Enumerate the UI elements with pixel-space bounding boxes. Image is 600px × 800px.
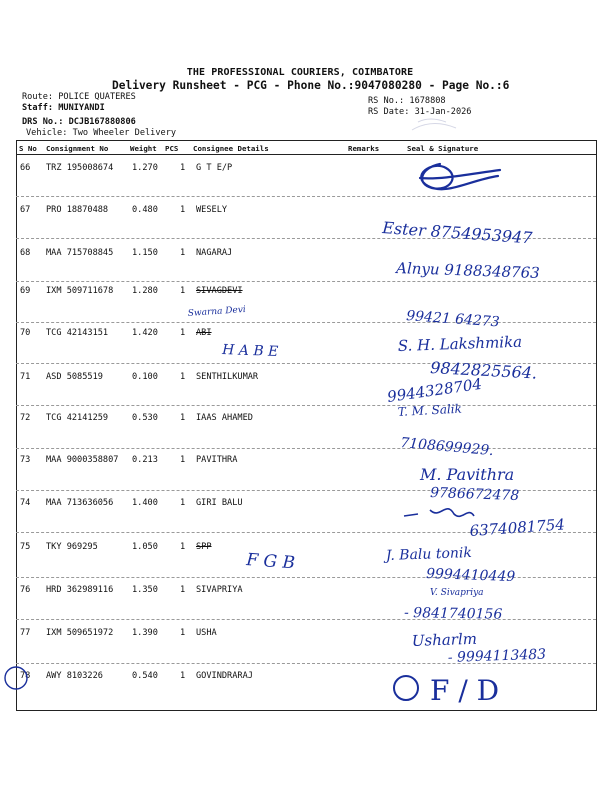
row-pcs: 1: [180, 286, 186, 296]
row-weight: 1.150: [132, 248, 158, 258]
row-sno: 68: [20, 248, 31, 258]
row-sno: 77: [20, 628, 31, 638]
row-consignee: SPP: [196, 542, 212, 552]
row-pcs: 1: [180, 413, 186, 423]
handwritten-text: 6374081754: [469, 515, 566, 540]
row-weight: 1.280: [132, 286, 158, 296]
col-weight: Weight: [130, 144, 157, 153]
row-sno: 69: [20, 286, 31, 296]
handwritten-text: Alnyu 9188348763: [395, 259, 541, 283]
table-row: [16, 279, 596, 321]
col-sno: S No: [19, 144, 37, 153]
row-consignee: USHA: [196, 628, 217, 638]
row-divider: [16, 619, 596, 620]
row-consignee: SIVAGDEVI: [196, 286, 243, 296]
row-sno: 78: [20, 671, 31, 681]
row-consignment: TCG 42143151: [46, 328, 109, 338]
row-sno: 71: [20, 372, 31, 382]
handwritten-text: 9842825564.: [429, 358, 538, 383]
row-consignee: WESELY: [196, 205, 228, 215]
row-consignee: GOVINDRARAJ: [196, 671, 253, 681]
row-pcs: 1: [180, 163, 186, 173]
table-row: [16, 198, 596, 240]
handwritten-text: F / D: [430, 674, 500, 707]
handwritten-text: - 9994113483: [447, 646, 547, 666]
handwritten-text: J. Balu tonik: [385, 545, 473, 564]
row-sno: 70: [20, 328, 31, 338]
handwritten-text: 9786672478: [429, 485, 520, 505]
row-consignee: NAGARAJ: [196, 248, 233, 258]
row-consignee: SIVAPRIYA: [196, 585, 243, 595]
table-right-border: [596, 140, 597, 711]
row-weight: 1.050: [132, 542, 158, 552]
handwritten-text: H A B E: [221, 342, 279, 360]
col-consignment: Consignment No: [46, 144, 109, 153]
drs-number: DRS No.: DCJB167880806: [22, 117, 136, 127]
row-pcs: 1: [180, 248, 186, 258]
row-sno: 66: [20, 163, 31, 173]
row-consignment: PRO 18870488: [46, 205, 109, 215]
rs-number: RS No.: 1678808: [368, 96, 446, 106]
row-sno: 73: [20, 455, 31, 465]
row-divider: [16, 532, 596, 533]
row-weight: 0.530: [132, 413, 158, 423]
handwritten-text: Usharlm: [411, 629, 478, 650]
table-row: [16, 365, 596, 407]
vehicle-label: Vehicle: Two Wheeler Delivery: [26, 128, 177, 138]
row-weight: 1.270: [132, 163, 158, 173]
row-consignee: IAAS AHAMED: [196, 413, 253, 423]
table-row: [16, 664, 596, 706]
rs-date: RS Date: 31-Jan-2026: [368, 107, 472, 117]
row-consignee: GIRI BALU: [196, 498, 243, 508]
row-consignment: MAA 715708845: [46, 248, 114, 258]
handwritten-text: 9994410449: [425, 566, 516, 586]
handwritten-text: M. Pavithra: [420, 465, 515, 484]
row-consignment: IXM 509651972: [46, 628, 114, 638]
row-weight: 1.390: [132, 628, 158, 638]
row-pcs: 1: [180, 628, 186, 638]
row-consignment: ASD 5085519: [46, 372, 103, 382]
handwritten-text: 9944328704: [386, 374, 484, 406]
row-consignee: G T E/P: [196, 163, 233, 173]
row-sno: 67: [20, 205, 31, 215]
row-sno: 74: [20, 498, 31, 508]
row-sno: 72: [20, 413, 31, 423]
row-consignment: MAA 9000358807: [46, 455, 119, 465]
row-pcs: 1: [180, 498, 186, 508]
handwritten-text: T. M. Salik: [397, 401, 463, 419]
table-row: [16, 621, 596, 663]
table-top-rule: [16, 140, 596, 141]
col-consignee: Consignee Details: [193, 144, 269, 153]
row-pcs: 1: [180, 542, 186, 552]
table-row: [16, 241, 596, 283]
table-row: [16, 448, 596, 490]
row-consignment: MAA 713636056: [46, 498, 114, 508]
staff-label: Staff: MUNIYANDI: [22, 103, 105, 113]
col-pcs: PCS: [165, 144, 179, 153]
handwritten-text: - 9841740156: [403, 605, 503, 623]
row-weight: 0.540: [132, 671, 158, 681]
row-weight: 1.420: [132, 328, 158, 338]
row-divider: [16, 238, 596, 239]
handwritten-text: Ester 8754953947: [381, 218, 534, 248]
row-weight: 1.350: [132, 585, 158, 595]
table-row: [16, 491, 596, 533]
table-row: [16, 406, 596, 448]
office-stamp-mark: [412, 119, 456, 130]
table-row: [16, 321, 596, 363]
col-seal: Seal & Signature: [407, 144, 479, 153]
row-consignment: TCG 42141259: [46, 413, 109, 423]
handwritten-text: S. H. Lakshmika: [397, 332, 523, 355]
row-pcs: 1: [180, 455, 186, 465]
row-consignment: IXM 509711678: [46, 286, 114, 296]
handwritten-text: 7108699929.: [399, 435, 495, 460]
row-weight: 0.213: [132, 455, 158, 465]
row-consignment: TKY 969295: [46, 542, 98, 552]
table-bottom-rule: [16, 710, 596, 711]
row-sno: 75: [20, 542, 31, 552]
row-consignment: HRD 362989116: [46, 585, 114, 595]
row-weight: 1.400: [132, 498, 158, 508]
table-row: [16, 156, 596, 198]
row-weight: 0.480: [132, 205, 158, 215]
handwritten-text: F G B: [245, 550, 296, 574]
handwritten-text: V. Sivapriya: [430, 588, 484, 598]
route-label: Route: POLICE QUATERES: [22, 92, 136, 102]
row-pcs: 1: [180, 671, 186, 681]
row-divider: [16, 363, 596, 364]
runsheet-title: Delivery Runsheet - PCG - Phone No.:9047080280 - Page No.:6: [112, 79, 510, 92]
row-sno: 76: [20, 585, 31, 595]
handwritten-text: Swarna Devi: [187, 304, 247, 319]
row-consignment: AWY 8103226: [46, 671, 103, 681]
handwritten-text: 99421 64273: [405, 308, 501, 331]
row-consignment: TRZ 195008674: [46, 163, 114, 173]
company-heading: THE PROFESSIONAL COURIERS, COIMBATORE: [186, 67, 414, 78]
row-pcs: 1: [180, 372, 186, 382]
row-consignee: SENTHILKUMAR: [196, 372, 259, 382]
row-pcs: 1: [180, 585, 186, 595]
table-row: [16, 535, 596, 577]
row-consignee: ABI: [196, 328, 212, 338]
row-weight: 0.100: [132, 372, 158, 382]
row-divider: [16, 196, 596, 197]
row-consignee: PAVITHRA: [196, 455, 238, 465]
table-row: [16, 578, 596, 620]
row-pcs: 1: [180, 205, 186, 215]
row-pcs: 1: [180, 328, 186, 338]
col-remarks: Remarks: [348, 144, 380, 153]
table-header-rule: [16, 154, 596, 155]
